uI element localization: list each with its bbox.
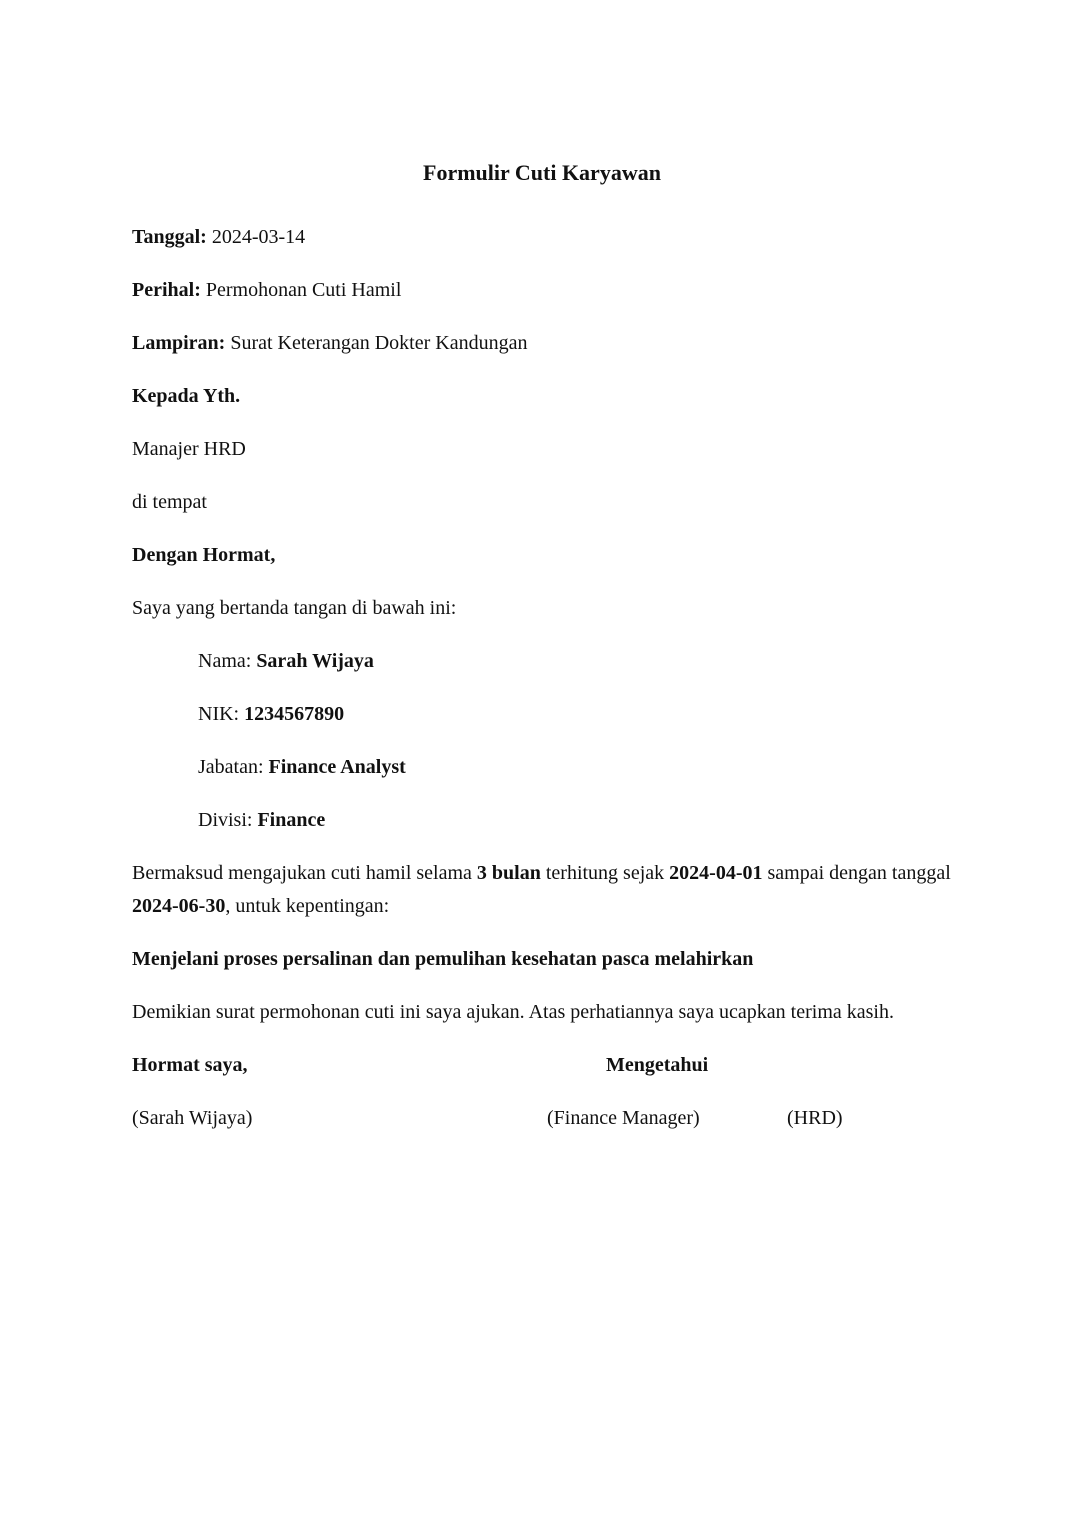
nama-label: Nama: (198, 650, 252, 672)
nik-value: 1234567890 (244, 703, 345, 725)
closing-paragraph: Demikian surat permohonan cuti ini saya ajukan. Atas perhatiannya saya ucapkan terima kasih. (132, 1001, 894, 1023)
identity-block (198, 645, 952, 837)
recipient-line2: di tempat (132, 491, 207, 513)
signature-hrd: (HRD) (787, 1107, 843, 1129)
perihal-value: Permohonan Cuti Hamil (205, 279, 402, 301)
kepada-yth: Kepada Yth. (132, 385, 241, 407)
field-perihal (132, 274, 952, 307)
tanggal-label: Tanggal: (132, 226, 207, 248)
signature-finance-manager: (Finance Manager) (547, 1107, 700, 1129)
recipient-heading (132, 380, 952, 413)
signature-right-title: Mengetahui (606, 1054, 709, 1076)
divisi-value: Finance (257, 809, 326, 831)
request-part3: sampai dengan tanggal (767, 862, 951, 884)
signature-left-title: Hormat saya, (132, 1054, 248, 1076)
identity-row-nama (198, 645, 952, 678)
request-end-date: 2024-06-30 (132, 895, 226, 917)
request-part1: Bermaksud mengajukan cuti hamil selama (132, 862, 472, 884)
divisi-label: Divisi: (198, 809, 253, 831)
identity-row-divisi (198, 804, 952, 837)
nama-value: Sarah Wijaya (256, 650, 374, 672)
request-part2: terhitung sejak (545, 862, 665, 884)
signature-block (132, 1049, 952, 1135)
tanggal-value: 2024-03-14 (211, 226, 306, 248)
purpose-text: Menjelani proses persalinan dan pemulihan kesehatan pasca melahirkan (132, 948, 754, 970)
jabatan-label: Jabatan: (198, 756, 264, 778)
request-start-date: 2024-04-01 (669, 862, 763, 884)
recipient-line1: Manajer HRD (132, 438, 246, 460)
signature-names-row (132, 1102, 952, 1135)
field-lampiran (132, 327, 952, 360)
lampiran-value: Surat Keterangan Dokter Kandungan (230, 332, 528, 354)
purpose-line (132, 943, 952, 976)
request-paragraph (132, 857, 952, 923)
nik-label: NIK: (198, 703, 240, 725)
request-duration: 3 bulan (476, 862, 541, 884)
identity-row-nik (198, 698, 952, 731)
intro-sentence: Saya yang bertanda tangan di bawah ini: (132, 597, 457, 619)
salutation (132, 539, 952, 572)
signature-left-name: (Sarah Wijaya) (132, 1107, 253, 1129)
perihal-label: Perihal: (132, 279, 201, 301)
salutation-text: Dengan Hormat, (132, 544, 276, 566)
field-tanggal (132, 221, 952, 254)
identity-row-jabatan (198, 751, 952, 784)
lampiran-label: Lampiran: (132, 332, 226, 354)
request-part4: , untuk kepentingan: (225, 895, 390, 917)
signature-titles-row (132, 1049, 952, 1082)
jabatan-value: Finance Analyst (268, 756, 406, 778)
page-title: Formulir Cuti Karyawan (423, 160, 661, 185)
